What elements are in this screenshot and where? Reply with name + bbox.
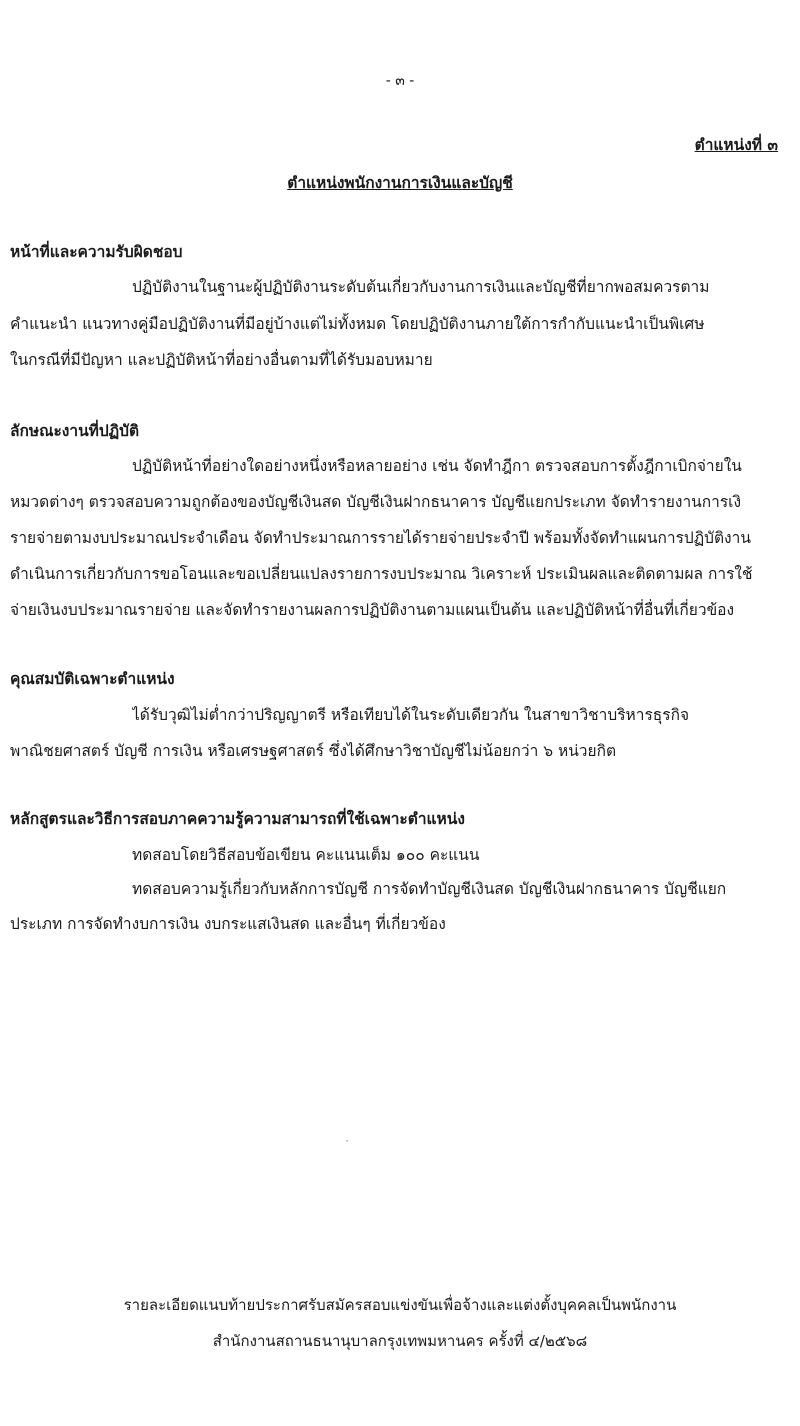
footer-line: สำนักงานสถานธนานุบาลกรุงเทพมหานคร ครั้งที่ ๔/๒๕๖๘ <box>212 1332 588 1350</box>
section-work-line: จ่ายเงินงบประมาณรายจ่าย และจัดทำรายงานผลการปฏิบัติงานตามแผนเป็นต้น และปฏิบัติหน้าที่อื่นที่เกี่ยวข้อง <box>10 601 735 619</box>
section-duties-line: คำแนะนำ แนวทางคู่มือปฏิบัติงานที่มีอยู่บ้างแต่ไม่ทั้งหมด โดยปฏิบัติงานภายใต้การกำกับแนะนำเป็นพิเศษ <box>10 315 705 333</box>
section-work-line: หมวดต่างๆ ตรวจสอบความถูกต้องของบัญชีเงินสด บัญชีเงินฝากธนาคาร บัญชีแยกประเภท จัดทำรายงานการเงิ <box>10 493 742 511</box>
section-heading-duties: หน้าที่และความรับผิดชอบ <box>10 243 183 261</box>
section-qualifications-line: ได้รับวุฒิไม่ต่ำกว่าปริญญาตรี หรือเทียบได้ในระดับเดียวกัน ในสาขาวิชาบริหารธุรกิจ <box>132 706 690 724</box>
section-exam-line: ประเภท การจัดทำงบการเงิน งบกระแสเงินสด และอื่นๆ ที่เกี่ยวข้อง <box>10 915 446 933</box>
footer-line: รายละเอียดแนบท้ายประกาศรับสมัครสอบแข่งขันเพื่อจ้างและแต่งตั้งบุคคลเป็นพนักงาน <box>123 1296 677 1314</box>
section-exam-line: ทดสอบโดยวิธีสอบข้อเขียน คะแนนเต็ม ๑๐๐ คะแนน <box>132 846 480 864</box>
section-heading-qualifications: คุณสมบัติเฉพาะตำแหน่ง <box>10 670 175 688</box>
section-qualifications-line: พาณิชยศาสตร์ บัญชี การเงิน หรือเศรษฐศาสตร์ ซึ่งได้ศึกษาวิชาบัญชีไม่น้อยกว่า ๖ หน่วยกิต <box>10 742 617 760</box>
section-work-line: ปฏิบัติหน้าที่อย่างใดอย่างหนึ่งหรือหลายอย่าง เช่น จัดทำฎีกา ตรวจสอบการตั้งฎีกาเบิกจ่ายใน <box>132 457 742 475</box>
section-work-line: ดำเนินการเกี่ยวกับการขอโอนและขอเปลี่ยนแปลงรายการงบประมาณ วิเคราะห์ ประเมินผลและติดตามผล การใช้ <box>10 565 753 583</box>
section-exam-line: ทดสอบความรู้เกี่ยวกับหลักการบัญชี การจัดทำบัญชีเงินสด บัญชีเงินฝากธนาคาร บัญชีแยก <box>132 880 727 898</box>
section-heading-work: ลักษณะงานที่ปฏิบัติ <box>10 422 140 440</box>
section-duties-line: ปฏิบัติงานในฐานะผู้ปฏิบัติงานระดับต้นเกี่ยวกับงานการเงินและบัญชีที่ยากพอสมควรตาม <box>132 278 710 296</box>
scan-speck <box>346 1140 348 1142</box>
section-duties-line: ในกรณีที่มีปัญหา และปฏิบัติหน้าที่อย่างอื่นตามที่ได้รับมอบหมาย <box>10 351 433 369</box>
section-heading-exam: หลักสูตรและวิธีการสอบภาคความรู้ความสามารถที่ใช้เฉพาะตำแหน่ง <box>10 810 465 828</box>
page-number: - ๓ - <box>385 73 415 89</box>
section-work-line: รายจ่ายตามงบประมาณประจำเดือน จัดทำประมาณการรายได้รายจ่ายประจำปี พร้อมทั้งจัดทำแผนการปฏิบัติงาน <box>10 529 751 547</box>
document-title: ตำแหน่งพนักงานการเงินและบัญชี <box>287 174 513 192</box>
position-label: ตำแหน่งที่ ๓ <box>694 136 778 154</box>
